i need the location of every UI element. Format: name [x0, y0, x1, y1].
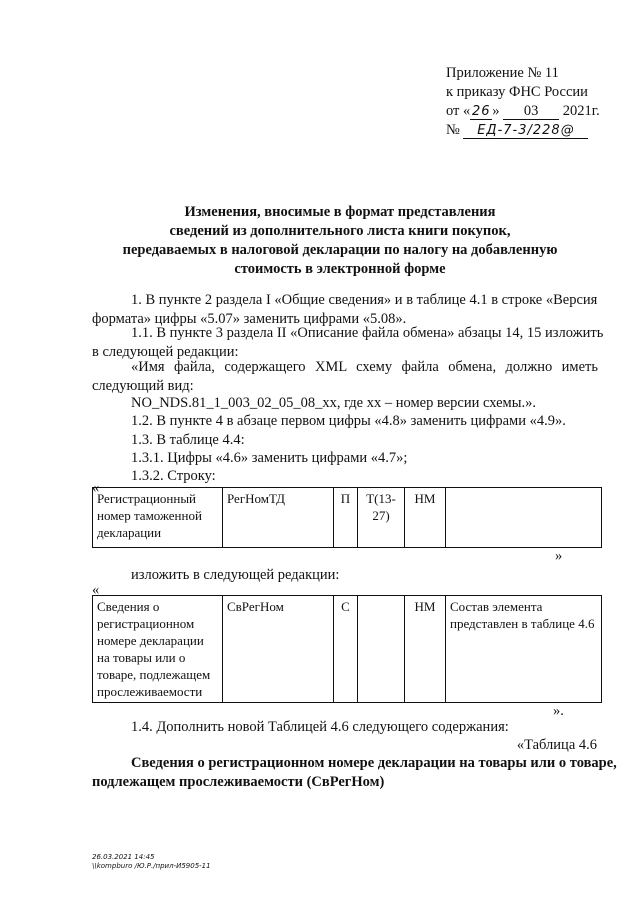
date-prefix: от «: [446, 103, 471, 119]
document-title: [90, 203, 590, 279]
table-cell-attr: П: [334, 488, 358, 548]
table-reference: «Таблица 4.6: [516, 737, 597, 753]
table-cell-note: Состав элемента представлен в таблице 4.6: [446, 596, 602, 703]
table-cell-code: СвРегНом: [223, 596, 334, 703]
date-year: 2021г.: [562, 103, 600, 119]
file-name-pattern: NO_NDS.81_1_003_02_05_08_xx, где хх – номер версии схемы.».: [131, 395, 536, 411]
paragraph-2-line-1: 1.1. В пункте 3 раздела II «Описание файла обмена» абзацы 14, 15 изложить: [131, 325, 604, 341]
title-line-2: сведений из дополнительного листа книги покупок,: [169, 223, 511, 239]
footer-file-path: \\kompburo /Ю.Р./прил-И5905-11: [92, 862, 211, 870]
title-line-4: стоимость в электронной форме: [234, 261, 446, 277]
appendix-order-ref: к приказу ФНС России: [446, 84, 588, 100]
table-new-row: [92, 595, 602, 703]
table-cell-name: Сведения о регистрационном номере декларации на товары или о товаре, подлежащем прослеживаемости: [93, 596, 223, 703]
paragraph-1-4: 1.4. Дополнить новой Таблицей 4.6 следующего содержания:: [131, 719, 509, 735]
paragraph-2-line-2: в следующей редакции:: [92, 344, 239, 360]
appendix-number: Приложение № 11: [446, 65, 559, 81]
appendix-date: [446, 102, 600, 121]
number-value: ЕД-7-3/228@: [463, 123, 588, 139]
footer: [92, 853, 211, 871]
close-quote-1: »: [555, 548, 563, 564]
paragraph-1-3-2: 1.3.2. Строку:: [131, 468, 216, 484]
paragraph-1-line-1: 1. В пункте 2 раздела I «Общие сведения» и в таблице 4.1 в строке «Версия: [131, 292, 598, 308]
paragraph-1-line-2: формата» цифры «5.07» заменить цифрами «5.08».: [92, 311, 407, 327]
paragraph-1-3-1: 1.3.1. Цифры «4.6» заменить цифрами «4.7»;: [131, 450, 408, 466]
table-cell-name: Регистрационный номер таможенной декларации: [93, 488, 223, 548]
number-prefix: №: [446, 122, 460, 138]
table-cell-note: [446, 488, 602, 548]
table-row: [93, 488, 602, 548]
paragraph-3-line-1: «Имя файла, содержащего XML схему файла обмена, должно иметь: [131, 359, 598, 375]
appendix-header: [446, 64, 600, 140]
date-sep: »: [492, 103, 500, 119]
open-quote-2: «: [92, 582, 100, 598]
table-subtitle-line-2: подлежащем прослеживаемости (СвРегНом): [92, 774, 385, 790]
table-cell-required: НМ: [405, 488, 446, 548]
close-quote-2: ».: [553, 703, 564, 719]
title-line-3: передаваемых в налоговой декларации по налогу на добавленную: [122, 242, 558, 258]
date-day: 26: [472, 104, 491, 119]
table-cell-format: [358, 596, 405, 703]
appendix-order-number: [446, 121, 600, 140]
date-month: 03: [503, 104, 559, 120]
footer-timestamp: 26.03.2021 14:45: [92, 853, 155, 861]
table-row: [93, 596, 602, 703]
table-old-row: [92, 487, 602, 548]
table-cell-format: Т(13-27): [358, 488, 405, 548]
title-line-1: Изменения, вносимые в формат представления: [184, 204, 496, 220]
paragraph-1-2: 1.2. В пункте 4 в абзаце первом цифры «4.8» заменить цифрами «4.9».: [131, 413, 566, 429]
open-quote-1: «: [92, 480, 100, 496]
paragraph-new-edition: изложить в следующей редакции:: [131, 567, 340, 583]
table-cell-attr: С: [334, 596, 358, 703]
paragraph-3-line-2: следующий вид:: [92, 378, 194, 394]
table-cell-required: НМ: [405, 596, 446, 703]
table-cell-code: РегНомТД: [223, 488, 334, 548]
paragraph-1-3: 1.3. В таблице 4.4:: [131, 432, 245, 448]
table-subtitle-line-1: Сведения о регистрационном номере декларации на товары или о товаре,: [131, 755, 617, 771]
